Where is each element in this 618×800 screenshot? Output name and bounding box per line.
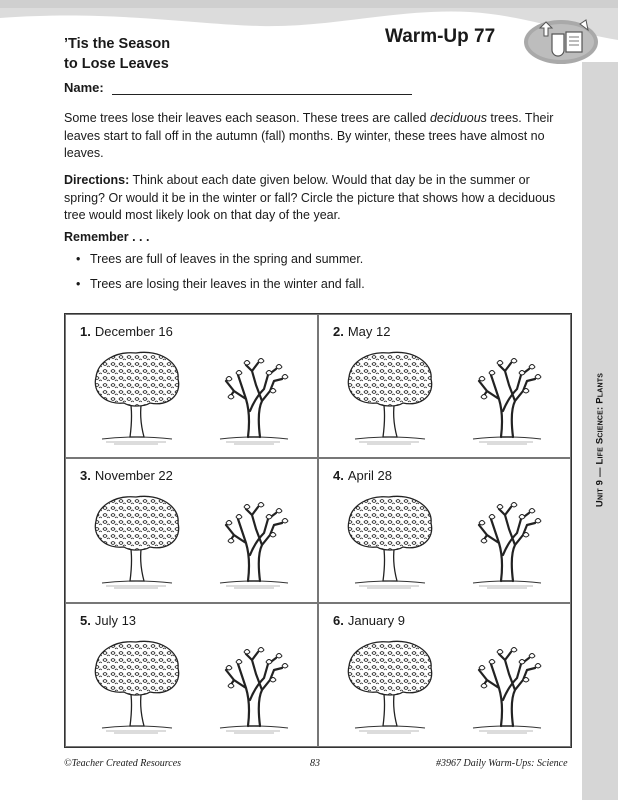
science-tools-icon bbox=[522, 14, 600, 66]
item-date: January 9 bbox=[347, 612, 405, 628]
item-number: 1. bbox=[80, 324, 91, 339]
footer-book-title: #3967 Daily Warm-Ups: Science bbox=[436, 758, 568, 769]
worksheet-title bbox=[64, 34, 170, 74]
item-number: 5. bbox=[80, 612, 91, 628]
date-cell bbox=[65, 314, 318, 458]
leafy-tree-icon[interactable] bbox=[86, 347, 186, 447]
name-label: Name: bbox=[64, 80, 104, 95]
leafy-tree-icon[interactable] bbox=[339, 636, 439, 736]
item-date: May 12 bbox=[347, 324, 391, 339]
footer-page-number: 83 bbox=[310, 758, 320, 769]
item-number: 3. bbox=[80, 468, 91, 484]
item-date: July 13 bbox=[94, 612, 137, 628]
item-date: December 16 bbox=[94, 324, 173, 339]
item-number: 4. bbox=[333, 468, 344, 484]
bare-tree-icon[interactable] bbox=[461, 351, 551, 447]
date-cell bbox=[318, 603, 571, 747]
date-cell bbox=[318, 314, 571, 458]
leafy-tree-icon[interactable] bbox=[339, 491, 439, 591]
name-row bbox=[64, 80, 412, 95]
date-cell bbox=[65, 603, 318, 747]
sidebar-label: Unit 9 — Life Science: Plants bbox=[594, 372, 606, 508]
date-cell bbox=[318, 458, 571, 602]
item-date: April 28 bbox=[347, 468, 392, 484]
leafy-tree-icon[interactable] bbox=[339, 347, 439, 447]
intro-emphasis: deciduous bbox=[429, 111, 487, 125]
date-label bbox=[333, 324, 390, 339]
title-line-1: ’Tis the Season bbox=[64, 36, 171, 52]
intro-paragraph bbox=[64, 110, 564, 163]
remember-bullet: • Trees are full of leaves in the spring and summer. bbox=[76, 250, 365, 275]
name-input-line[interactable] bbox=[112, 82, 412, 95]
date-label bbox=[80, 324, 173, 339]
bare-tree-icon[interactable] bbox=[208, 351, 298, 447]
item-number: 6. bbox=[333, 612, 344, 628]
remember-bullet: • Trees are losing their leaves in the winter and fall. bbox=[76, 275, 365, 300]
intro-text-a: Some trees lose their leaves each season. These trees are called bbox=[64, 111, 430, 125]
title-line-2: to Lose Leaves bbox=[64, 56, 169, 72]
date-label bbox=[80, 468, 173, 483]
remember-label: Remember . . . bbox=[64, 230, 150, 244]
date-label bbox=[80, 613, 136, 628]
date-grid bbox=[64, 313, 572, 748]
date-cell bbox=[65, 458, 318, 602]
bare-tree-icon[interactable] bbox=[461, 640, 551, 736]
intro-text-b: trees. Their leaves start to fall off in the autumn (fall) months. By winter, these trees have almost no leaves. bbox=[64, 111, 554, 160]
directions-text: Think about each date given below. Would that day be in the summer or spring? Or would it be in the winter or fall? Circle the picture that shows how a deciduous tree would most likely look on that day of the year. bbox=[64, 173, 556, 222]
leafy-tree-icon[interactable] bbox=[86, 636, 186, 736]
warmup-title: Warm-Up 77 bbox=[385, 26, 496, 47]
remember-list bbox=[76, 250, 365, 300]
date-label bbox=[333, 468, 392, 483]
item-number: 2. bbox=[333, 324, 344, 339]
bare-tree-icon[interactable] bbox=[461, 495, 551, 591]
footer-copyright: ©Teacher Created Resources bbox=[64, 758, 182, 769]
item-date: November 22 bbox=[94, 468, 173, 484]
bare-tree-icon[interactable] bbox=[208, 495, 298, 591]
leafy-tree-icon[interactable] bbox=[86, 491, 186, 591]
directions-label: Directions: bbox=[64, 173, 130, 187]
bare-tree-icon[interactable] bbox=[208, 640, 298, 736]
directions-paragraph bbox=[64, 172, 564, 225]
date-label bbox=[333, 613, 405, 628]
